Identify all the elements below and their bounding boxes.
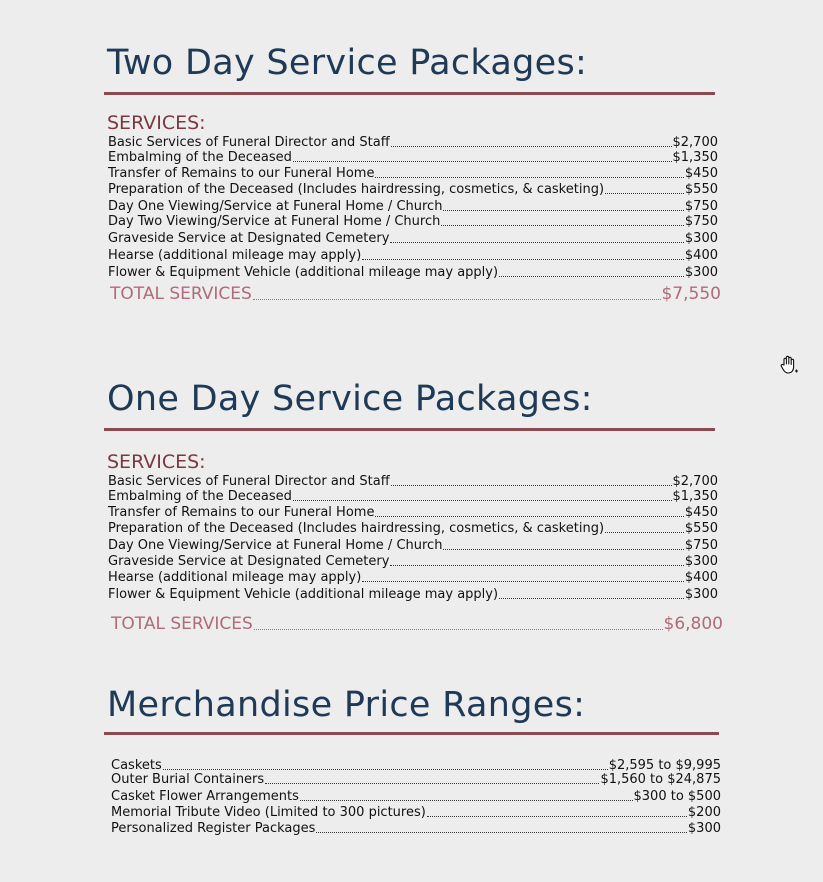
item-amount: $300 (684, 554, 718, 569)
price-row (111, 758, 721, 773)
price-row (108, 489, 718, 504)
total-amount: $6,800 (663, 614, 723, 634)
leader-dots (427, 806, 687, 817)
price-row (108, 587, 718, 602)
price-row (108, 182, 718, 197)
item-amount: $750 (684, 199, 718, 214)
item-label: Caskets (111, 758, 162, 773)
item-label: Preparation of the Deceased (Includes hairdressing, cosmetics, & casketing) (108, 521, 605, 536)
price-row (108, 265, 718, 280)
item-amount: $1,350 (672, 489, 718, 504)
item-amount: $300 (684, 231, 718, 246)
merchandise-divider (104, 732, 719, 735)
item-label: Casket Flower Arrangements (111, 789, 299, 804)
item-label: Memorial Tribute Video (Limited to 300 pictures) (111, 805, 426, 820)
item-amount: $300 (684, 265, 718, 280)
leader-dots (391, 136, 672, 147)
leader-dots (390, 555, 683, 566)
item-label: Embalming of the Deceased (108, 150, 292, 165)
leader-dots (254, 619, 663, 630)
price-row (108, 474, 718, 489)
two-day-services-heading: SERVICES: (107, 112, 206, 134)
item-label: Preparation of the Deceased (Includes hairdressing, cosmetics, & casketing) (108, 182, 605, 197)
item-amount: $1,560 to $24,875 (600, 772, 721, 787)
total-label: TOTAL SERVICES (110, 284, 252, 304)
item-amount: $750 (684, 214, 718, 229)
leader-dots (362, 571, 684, 582)
total-amount: $7,550 (661, 284, 721, 304)
price-row (108, 135, 718, 150)
price-row (108, 248, 718, 263)
leader-dots (441, 215, 684, 226)
item-amount: $2,700 (672, 474, 718, 489)
item-label: Basic Services of Funeral Director and Staff (108, 474, 390, 489)
price-row (111, 789, 721, 804)
price-row (108, 150, 718, 165)
leader-dots (390, 232, 683, 243)
price-row (108, 505, 718, 520)
two-day-title: Two Day Service Packages: (107, 43, 588, 83)
leader-dots (391, 475, 672, 486)
item-amount: $300 (687, 821, 721, 836)
price-row (108, 166, 718, 181)
leader-dots (293, 490, 672, 501)
item-label: Personalized Register Packages (111, 821, 316, 836)
item-amount: $2,595 to $9,995 (608, 758, 721, 773)
price-row (111, 772, 721, 787)
item-amount: $550 (684, 182, 718, 197)
price-row (108, 231, 718, 246)
two-day-divider (104, 92, 715, 95)
item-amount: $750 (684, 538, 718, 553)
leader-dots (265, 773, 599, 784)
merchandise-title: Merchandise Price Ranges: (107, 685, 586, 725)
item-label: Day One Viewing/Service at Funeral Home / Church (108, 199, 443, 214)
leader-dots (316, 822, 687, 833)
price-row (108, 199, 718, 214)
leader-dots (499, 588, 684, 599)
price-row (111, 821, 721, 836)
item-label: Basic Services of Funeral Director and Staff (108, 135, 390, 150)
total-label: TOTAL SERVICES (111, 614, 253, 634)
leader-dots (362, 249, 684, 260)
price-row (111, 805, 721, 820)
price-row (108, 538, 718, 553)
item-amount: $300 to $500 (633, 789, 721, 804)
item-amount: $2,700 (672, 135, 718, 150)
item-amount: $550 (684, 521, 718, 536)
item-amount: $1,350 (672, 150, 718, 165)
item-label: Graveside Service at Designated Cemetery (108, 231, 390, 246)
item-label: Flower & Equipment Vehicle (additional mileage may apply) (108, 587, 499, 602)
item-amount: $400 (684, 248, 718, 263)
leader-dots (163, 759, 608, 770)
item-amount: $300 (684, 587, 718, 602)
item-label: Hearse (additional mileage may apply) (108, 570, 362, 585)
item-label: Day One Viewing/Service at Funeral Home / Church (108, 538, 443, 553)
item-label: Transfer of Remains to our Funeral Home (108, 166, 375, 181)
leader-dots (605, 522, 684, 533)
item-amount: $450 (684, 505, 718, 520)
item-amount: $400 (684, 570, 718, 585)
price-row (108, 554, 718, 569)
one-day-services-heading: SERVICES: (107, 451, 206, 473)
price-row (108, 214, 718, 229)
two-day-total-row (110, 285, 721, 304)
price-row (108, 570, 718, 585)
one-day-divider (104, 428, 715, 431)
one-day-total-row (111, 615, 723, 634)
leader-dots (499, 266, 684, 277)
hand-pan-icon (778, 354, 800, 376)
leader-dots (605, 183, 684, 194)
item-label: Embalming of the Deceased (108, 489, 292, 504)
item-label: Hearse (additional mileage may apply) (108, 248, 362, 263)
one-day-title: One Day Service Packages: (107, 379, 593, 419)
item-label: Outer Burial Containers (111, 772, 265, 787)
leader-dots (253, 289, 661, 300)
leader-dots (443, 200, 683, 211)
item-label: Transfer of Remains to our Funeral Home (108, 505, 375, 520)
item-label: Graveside Service at Designated Cemetery (108, 554, 390, 569)
price-row (108, 521, 718, 536)
leader-dots (375, 506, 683, 517)
leader-dots (375, 167, 683, 178)
item-amount: $200 (687, 805, 721, 820)
leader-dots (293, 151, 672, 162)
item-label: Day Two Viewing/Service at Funeral Home / Church (108, 214, 441, 229)
leader-dots (443, 539, 683, 550)
leader-dots (300, 790, 633, 801)
item-label: Flower & Equipment Vehicle (additional mileage may apply) (108, 265, 499, 280)
item-amount: $450 (684, 166, 718, 181)
